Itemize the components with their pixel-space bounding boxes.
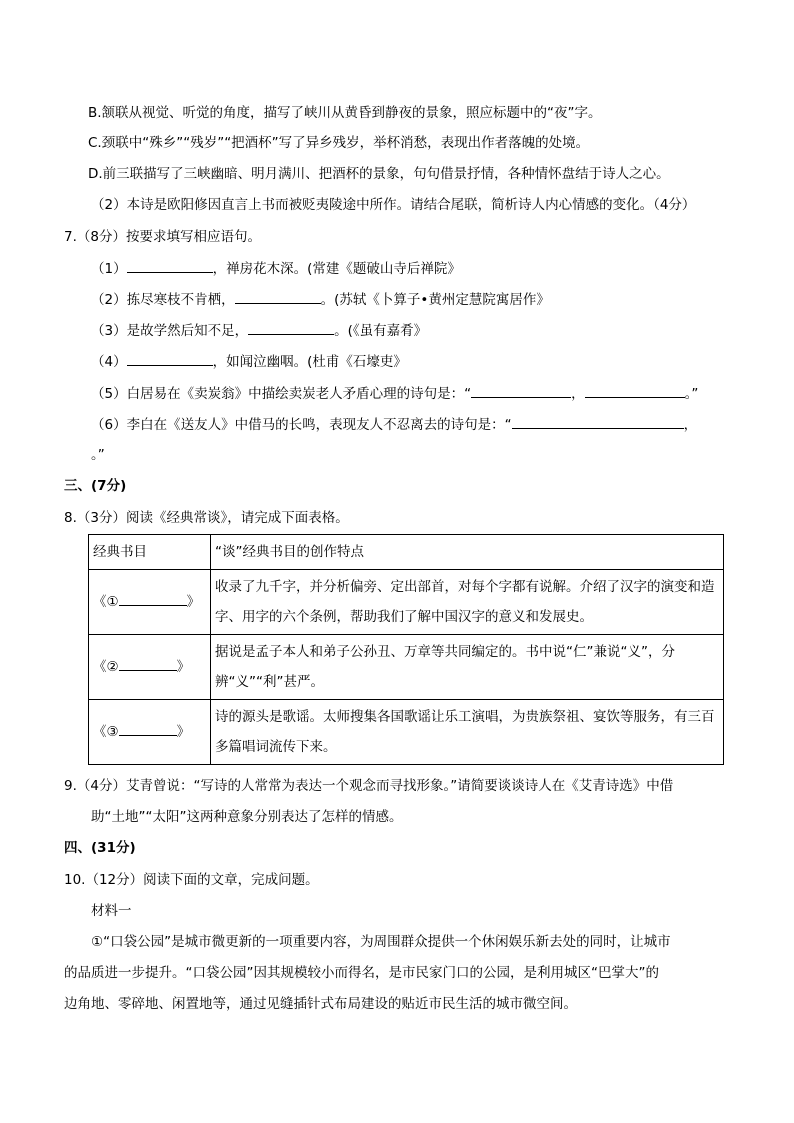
table-cell-desc-2: 据说是孟子本人和弟子公孙丑、万章等共同编定的。书中说“仁”兼说“义”，分辨“义”“利”甚严。 [211, 635, 724, 700]
book-1-open: 《① [93, 594, 119, 610]
q9-line-1: 9.（4分）艾青曾说：“写诗的人常常为表达一个观念而寻找形象。”请简要谈谈诗人在《艾青诗选》中借 [64, 778, 674, 794]
q7-item-5 [91, 383, 698, 404]
q9-line-2: 助“土地”“太阳”这两种意象分别表达了怎样的情感。 [91, 809, 403, 825]
book-2-open: 《② [93, 659, 119, 675]
q7-item-1-pre: （1） [91, 261, 127, 277]
table-cell-book-1 [89, 570, 211, 635]
table-row [89, 700, 724, 765]
q7-item-4-pre: （4） [91, 354, 127, 370]
q7-item-4-blank[interactable] [127, 351, 213, 366]
q7-item-5-blank-2[interactable] [585, 383, 685, 398]
q7-item-6 [91, 414, 697, 435]
q7-item-1-post: ，禅房花木深。(常建《题破山寺后禅院》 [212, 261, 461, 277]
table-header-row [89, 535, 724, 570]
table-header-book: 经典书目 [89, 535, 211, 570]
q7-item-2-post: 。(苏轼《卜算子•黄州定慧院寓居作》 [320, 292, 550, 308]
q7-item-6-continuation [91, 444, 105, 465]
book-3-close: 》 [176, 724, 191, 740]
q7-item-3-blank[interactable] [248, 320, 334, 335]
table-header-feature: “谈”经典书目的创作特点 [211, 535, 724, 570]
q7-item-3-post: 。(《虽有嘉肴》 [334, 323, 428, 339]
book-1-blank[interactable] [119, 591, 187, 606]
q7-item-2-pre: （2）拣尽寒枝不肯栖， [91, 292, 235, 308]
q7-item-6-post: ， [683, 417, 698, 433]
q6-option-d: D.前三联描写了三峡幽暗、明月满川、把酒杯的景象，句句借景抒情，各种情怀盘结于诗人之心。 [88, 166, 670, 182]
q8-table [88, 534, 724, 765]
q6-option-c: C.颈联中“殊乡”“残岁”“把酒杯”写了异乡残岁，举杯消愁，表现出作者落魄的处境。 [88, 135, 590, 151]
book-3-blank[interactable] [119, 721, 177, 736]
section-4-heading: 四、(31分) [64, 840, 136, 856]
table-cell-desc-3: 诗的源头是歌谣。太师搜集各国歌谣让乐工演唱，为贵族祭祖、宴饮等服务，有三百多篇唱词流传下来。 [211, 700, 724, 765]
q7-item-1-blank[interactable] [127, 258, 213, 273]
q7-item-4 [91, 351, 407, 372]
q6-option-b: B.颔联从视觉、听觉的角度，描写了峡川从黄昏到静夜的景象，照应标题中的“夜”字。 [88, 105, 602, 121]
q7-item-6-pre: （6）李白在《送友人》中借马的长鸣，表现友人不忍离去的诗句是：“ [91, 417, 512, 433]
section-3-heading: 三、(7分) [64, 478, 127, 494]
q6-subquestion-2: （2）本诗是欧阳修因直言上书而被贬夷陵途中所作。请结合尾联，简析诗人内心情感的变化。（4分） [91, 197, 696, 213]
q7-item-2-blank[interactable] [235, 289, 321, 304]
q7-item-2 [91, 289, 550, 310]
table-row [89, 635, 724, 700]
table-row [89, 570, 724, 635]
q7-item-5-blank-1[interactable] [471, 383, 571, 398]
q7-item-5-mid: ， [571, 386, 585, 402]
q10-title: 10.（12分）阅读下面的文章，完成问题。 [64, 872, 319, 888]
q7-item-5-pre: （5）白居易在《卖炭翁》中描绘卖炭老人矛盾心理的诗句是：“ [91, 386, 472, 402]
q7-item-1 [91, 258, 461, 279]
q7-title: 7.（8分）按要求填写相应语句。 [64, 229, 261, 245]
q8-title: 8.（3分）阅读《经典常谈》，请完成下面表格。 [64, 510, 349, 526]
q7-item-6-blank-1[interactable] [512, 414, 684, 429]
book-3-open: 《③ [93, 724, 119, 740]
book-2-close: 》 [176, 659, 191, 675]
book-2-blank[interactable] [119, 656, 177, 671]
table-cell-book-2 [89, 635, 211, 700]
q7-item-4-post: ，如闻泣幽咽。(杜甫《石壕吏》 [212, 354, 407, 370]
book-1-close: 》 [186, 594, 201, 610]
table-cell-desc-1: 收录了九千字，并分析偏旁、定出部首，对每个字都有说解。介绍了汉字的演变和造字、用字的六个条例，帮助我们了解中国汉字的意义和发展史。 [211, 570, 724, 635]
q7-item-3-pre: （3）是故学然后知不足， [91, 323, 249, 339]
table-cell-book-3 [89, 700, 211, 765]
q7-item-5-post: 。” [684, 386, 699, 402]
q10-paragraph-1-line-1: ①“口袋公园”是城市微更新的一项重要内容，为周围群众提供一个休闲娱乐新去处的同时，让城市 [91, 934, 671, 950]
q10-paragraph-1-line-2: 的品质进一步提升。“口袋公园”因其规模较小而得名，是市民家门口的公园，是利用城区“巴掌大”的 [64, 965, 659, 981]
q7-item-6-cont: 。” [91, 447, 105, 463]
q10-paragraph-1-line-3: 边角地、零碎地、闲置地等，通过见缝插针式布局建设的贴近市民生活的城市微空间。 [64, 996, 577, 1012]
q10-material-label: 材料一 [91, 903, 132, 919]
q7-item-3 [91, 320, 427, 341]
